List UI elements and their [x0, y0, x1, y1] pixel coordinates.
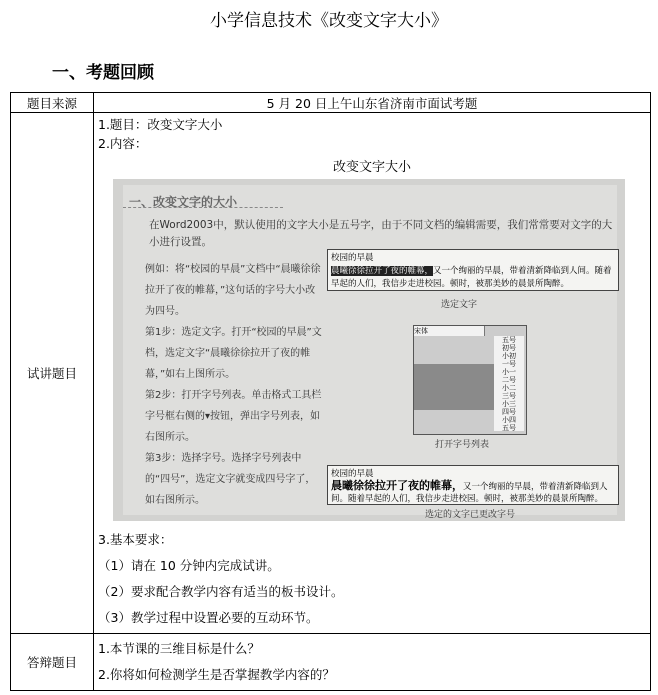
trial-subtitle: 改变文字大小	[332, 160, 411, 175]
fig2-size-list	[494, 336, 524, 431]
requirement-item: （1）请在 10 分钟内完成试讲。	[98, 558, 280, 573]
textbook-heading: 一、改变文字的大小	[129, 195, 238, 209]
trial-label: 试讲题目	[11, 113, 94, 634]
size-option: 一号	[502, 360, 516, 368]
heading-divider	[123, 207, 283, 208]
size-option: 小四	[502, 416, 516, 424]
document-title: 小学信息技术《改变文字大小》	[210, 11, 448, 31]
textbook-step: 第3步：选择字号。选择字号列表中的“四号”，选定文字就变成四号字了，如右图所示。	[145, 453, 316, 506]
size-option: 三号	[502, 392, 516, 400]
source-value: 5 月 20 日上午山东省济南市面试考题	[94, 93, 651, 113]
fig1-title: 校园的早晨	[331, 253, 374, 263]
trial-content-label: 2.内容：	[98, 136, 148, 151]
textbook-image	[113, 179, 625, 521]
size-option: 小二	[502, 384, 516, 392]
fig1-caption: 选定文字	[441, 300, 478, 310]
textbook-step: 第2步：打开字号列表。单击格式工具栏字号框右侧的▾按钮，弹出字号列表，如右图所示。	[145, 390, 322, 443]
requirement-item: （2）要求配合教学内容有适当的板书设计。	[98, 584, 344, 599]
textbook-step: 例如：将“校园的早晨”文档中“晨曦徐徐拉开了夜的帷幕，”这句话的字号大小改为四号。	[145, 264, 321, 317]
fig3-caption: 选定的文字已更改字号	[425, 510, 516, 520]
textbook-intro: 在Word2003中，默认使用的文字大小是五号字，由于不同文档的编辑需要，我们常常要对文字的大小进行设置。	[149, 219, 613, 248]
fig3-big: 晨曦徐徐拉开了夜的帷幕，	[331, 479, 463, 492]
exam-table	[10, 92, 651, 691]
fig3-title: 校园的早晨	[331, 469, 374, 479]
figure-size-changed	[327, 465, 619, 505]
fig2-size-current: 五号	[502, 336, 516, 344]
size-option: 小三	[502, 400, 516, 408]
trial-content	[94, 113, 651, 634]
requirements-title: 3.基本要求：	[98, 532, 173, 547]
source-row	[11, 93, 651, 113]
fig3-rest: 又一个绚丽的早晨，带着清新降临到人间。随着早起的人们，我信步走进校园。顿时，被那美妙的晨景所陶醉。	[331, 482, 608, 504]
defense-label: 答辩题目	[11, 634, 94, 691]
section-heading: 一、考题回顾	[52, 63, 154, 83]
defense-content	[94, 634, 651, 691]
trial-row	[11, 113, 651, 634]
requirement-item: （3）教学过程中设置必要的互动环节。	[98, 610, 319, 625]
fig1-selected: 晨曦徐徐拉开了夜的帷幕，	[331, 266, 434, 276]
figure-size-list	[413, 325, 527, 435]
defense-row	[11, 634, 651, 691]
defense-question: 1.本节课的三维目标是什么？	[98, 641, 260, 656]
fig2-font: 宋体	[414, 327, 428, 335]
textbook-step: 第1步：选定文字。打开“校园的早晨”文档，选定文字“晨曦徐徐拉开了夜的帷幕，”如右上图所示。	[145, 327, 322, 380]
source-label: 题目来源	[11, 93, 94, 113]
fig2-document-area	[414, 364, 494, 410]
size-option: 小初	[502, 352, 516, 360]
size-option: 初号	[502, 344, 516, 352]
defense-question: 2.你将如何检测学生是否掌握教学内容的？	[98, 667, 335, 682]
textbook-page	[123, 185, 617, 520]
size-option: 四号	[502, 408, 516, 416]
textbook-steps	[145, 259, 325, 511]
fig1-rest: 又一个绚丽的早晨，带着清新降临到人间。随着早起的人们，我信步走进校园。顿时，被那美妙的晨景所陶醉。	[331, 266, 612, 289]
fig2-font-box	[414, 326, 485, 336]
size-option: 二号	[502, 376, 516, 384]
size-option: 小一	[502, 368, 516, 376]
figure-select-text	[327, 249, 619, 291]
size-option: 五号	[502, 424, 516, 432]
trial-topic: 1.题目：改变文字大小	[98, 117, 223, 132]
fig2-caption: 打开字号列表	[435, 440, 490, 450]
